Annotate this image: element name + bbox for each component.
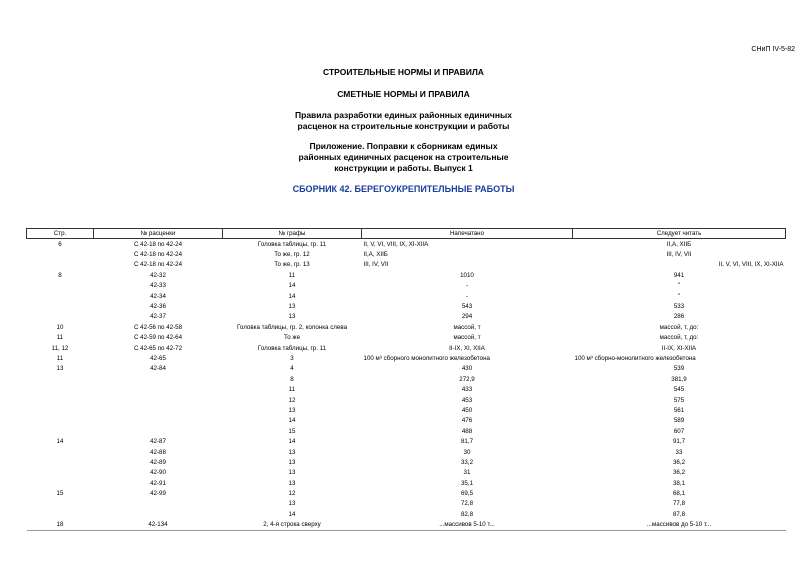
title-line-3b: расценок на строительные конструкции и работы	[297, 121, 510, 131]
cell-rate-number: С 42-18 по 42-24	[133, 251, 183, 259]
table-header-row	[27, 229, 786, 239]
table-row	[27, 436, 786, 446]
cell-should-read: 100 м³ сборно-монолитного железобетона	[574, 354, 696, 362]
cell-printed: 433	[461, 386, 473, 394]
cell-page	[27, 499, 94, 509]
cell-should-read: 33	[675, 448, 683, 456]
cell-column-number: То же, гр. 12	[274, 251, 310, 259]
cell-should-read: ...массивов до 5-10 т...	[573, 520, 786, 531]
table-row	[27, 353, 786, 363]
cell-page	[27, 426, 94, 436]
cell-should-read: 607	[673, 427, 685, 435]
cell-rate-number: 42-84	[150, 365, 166, 373]
cell-printed: 453	[461, 396, 473, 404]
cell-page	[27, 374, 94, 384]
cell-column-number: 15	[288, 427, 296, 435]
cell-page	[27, 416, 94, 426]
cell-column-number: 12	[288, 490, 296, 498]
cell-rate-number: 42-90	[150, 469, 166, 477]
document-code: СНиП IV-5-82	[751, 46, 795, 53]
cell-should-read: 545	[673, 386, 685, 394]
cell-column-number: 14	[288, 282, 296, 290]
cell-rate-number: С 42-59 по 42-64	[133, 334, 183, 342]
cell-printed: 430	[461, 365, 473, 373]
cell-should-read: 77,8	[672, 500, 686, 508]
cell-column-number: 13	[288, 479, 296, 487]
header-column-number: № графы	[223, 229, 362, 239]
cell-column-number: 2, 4-я строка сверху	[223, 520, 362, 531]
cell-column-number: Головка таблицы, гр. 11	[257, 240, 327, 248]
header-page: Стр.	[27, 229, 94, 239]
cell-should-read: 589	[673, 417, 685, 425]
cell-page	[27, 301, 94, 311]
cell-rate-number: С 42-18 по 42-24	[133, 261, 183, 269]
table-row	[27, 270, 786, 280]
cell-rate-number: 42-134	[94, 520, 223, 531]
cell-should-read: массой, т, до:	[659, 334, 699, 342]
cell-rate-number	[94, 499, 223, 509]
cell-printed: 100 м³ сборного монолитного железобетона	[363, 354, 490, 362]
cell-rate-number	[94, 426, 223, 436]
cell-page: 8	[58, 271, 62, 279]
table-row	[27, 405, 786, 415]
cell-should-read: 539	[673, 365, 685, 373]
header-should-read: Следует читать	[573, 229, 786, 239]
table-row	[27, 468, 786, 478]
cell-page	[27, 395, 94, 405]
cell-column-number: 11	[288, 271, 296, 279]
cell-printed: массой, т	[453, 323, 481, 331]
cell-rate-number: 42-99	[150, 490, 166, 498]
cell-printed: II,А, XIIБ	[363, 251, 388, 259]
table-row	[27, 312, 786, 322]
cell-page: 14	[56, 438, 64, 446]
cell-printed: 69,5	[460, 490, 474, 498]
cell-column-number: 13	[288, 469, 296, 477]
title-line-4c: конструкции и работы. Выпуск 1	[334, 163, 473, 173]
cell-printed: массой, т	[453, 334, 481, 342]
cell-printed: II-IХ, XI, XIIА	[449, 344, 485, 352]
cell-should-read: 36,2	[672, 469, 686, 477]
cell-printed: 81,7	[460, 438, 474, 446]
cell-rate-number	[94, 509, 223, 519]
cell-column-number: 14	[288, 292, 296, 300]
cell-page	[27, 312, 94, 322]
cell-printed: 35,1	[460, 479, 474, 487]
table-row	[27, 322, 786, 332]
corrections-table	[26, 228, 786, 531]
cell-rate-number: 42-34	[150, 292, 166, 300]
table-row	[27, 301, 786, 311]
cell-page: 6	[58, 240, 62, 248]
table-row	[27, 509, 786, 519]
cell-should-read: "	[677, 282, 681, 290]
cell-should-read: 68,1	[672, 490, 686, 498]
table-row	[27, 416, 786, 426]
cell-should-read: 87,8	[672, 510, 686, 518]
cell-column-number: 3	[290, 354, 294, 362]
cell-page: 13	[56, 365, 64, 373]
table-row	[27, 281, 786, 291]
cell-page	[27, 447, 94, 457]
cell-column-number: Головка таблицы, гр. 11	[257, 344, 327, 352]
cell-should-read: 533	[673, 303, 685, 311]
cell-printed: 543	[461, 303, 473, 311]
cell-column-number: 13	[288, 406, 296, 414]
cell-column-number: 14	[288, 438, 296, 446]
cell-column-number: 4	[290, 365, 294, 373]
title-block	[0, 67, 807, 194]
cell-printed: 82,8	[460, 510, 474, 518]
cell-page	[27, 260, 94, 270]
cell-printed: 30	[463, 448, 471, 456]
cell-should-read: 561	[673, 406, 685, 414]
header-rate-number: № расценки	[94, 229, 223, 239]
cell-page	[27, 405, 94, 415]
cell-printed: 450	[461, 406, 473, 414]
cell-should-read: III, IV, VII	[666, 251, 692, 259]
corrections-table-wrapper	[26, 228, 785, 531]
cell-rate-number: С 42-65 по 42-72	[133, 344, 183, 352]
table-row	[27, 364, 786, 374]
cell-column-number: 12	[288, 396, 296, 404]
cell-should-read: II,А, XIIБ	[666, 240, 692, 248]
cell-column-number: Головка таблицы, гр. 2, колонка слева	[236, 323, 348, 331]
cell-printed: 31	[463, 469, 471, 477]
cell-column-number: 13	[288, 448, 296, 456]
table-row	[27, 447, 786, 457]
cell-rate-number: 42-88	[150, 448, 166, 456]
cell-rate-number: 42-33	[150, 282, 166, 290]
cell-page: 11	[56, 354, 64, 362]
title-line-1: СТРОИТЕЛЬНЫЕ НОРМЫ И ПРАВИЛА	[323, 67, 484, 77]
cell-rate-number: 42-65	[150, 354, 166, 362]
cell-should-read: 941	[673, 271, 685, 279]
table-row	[27, 488, 786, 498]
table-row	[27, 260, 786, 270]
table-row	[27, 426, 786, 436]
cell-should-read: 91,7	[672, 438, 686, 446]
cell-rate-number	[94, 416, 223, 426]
cell-should-read: массой, т, до:	[659, 323, 699, 331]
header-printed: Напечатано	[362, 229, 573, 239]
cell-page: 10	[56, 323, 64, 331]
cell-page	[27, 478, 94, 488]
cell-should-read: "	[677, 292, 681, 300]
cell-rate-number	[94, 405, 223, 415]
table-body	[27, 239, 786, 531]
cell-should-read: II-IХ, XI-XIIА	[661, 344, 697, 352]
cell-rate-number: 42-89	[150, 458, 166, 466]
cell-page	[27, 281, 94, 291]
cell-rate-number	[94, 395, 223, 405]
cell-page	[27, 468, 94, 478]
title-line-3	[0, 110, 807, 132]
cell-rate-number: 42-32	[150, 271, 166, 279]
title-line-2: СМЕТНЫЕ НОРМЫ И ПРАВИЛА	[337, 89, 470, 99]
cell-page	[27, 384, 94, 394]
cell-page: 15	[56, 490, 64, 498]
table-row	[27, 374, 786, 384]
cell-page	[27, 291, 94, 301]
cell-printed: 272,9	[459, 375, 475, 383]
table-row	[27, 384, 786, 394]
cell-printed: -	[465, 282, 469, 290]
cell-should-read: 286	[673, 313, 685, 321]
cell-printed: 294	[461, 313, 473, 321]
cell-page	[27, 249, 94, 259]
cell-column-number: 13	[288, 500, 296, 508]
cell-column-number: То же, гр. 13	[274, 261, 310, 269]
cell-should-read: II, V, VI, VIII, IX, XI-XIIА	[718, 261, 784, 269]
cell-column-number: 8	[290, 375, 294, 383]
cell-printed: 488	[461, 427, 473, 435]
cell-printed: ...массивов 5-10 т...	[362, 520, 573, 531]
table-row	[27, 343, 786, 353]
table-row	[27, 478, 786, 488]
cell-rate-number: С 42-56 по 42-58	[133, 323, 183, 331]
table-row	[27, 457, 786, 467]
cell-column-number: 11	[288, 386, 296, 394]
cell-printed: III, IV, VII	[363, 261, 389, 269]
cell-rate-number: 42-91	[150, 479, 166, 487]
cell-printed: -	[465, 292, 469, 300]
cell-printed: 33,2	[460, 458, 474, 466]
cell-should-read: 381,9	[671, 375, 687, 383]
title-line-4a: Приложение. Поправки к сборникам единых	[309, 141, 498, 151]
title-line-4b: районных единичных расценок на строительные	[298, 152, 509, 162]
cell-page: 18	[27, 520, 94, 531]
cell-page	[27, 457, 94, 467]
table-row	[27, 395, 786, 405]
table-row	[27, 291, 786, 301]
cell-column-number: То же	[283, 334, 301, 342]
section-title: СБОРНИК 42. БЕРЕГОУКРЕПИТЕЛЬНЫЕ РАБОТЫ	[292, 184, 515, 194]
title-line-4	[0, 141, 807, 174]
cell-column-number: 14	[288, 510, 296, 518]
cell-column-number: 13	[288, 458, 296, 466]
cell-page	[27, 509, 94, 519]
table-row	[27, 249, 786, 259]
cell-page: 11, 12	[51, 344, 69, 352]
cell-rate-number	[94, 374, 223, 384]
cell-rate-number: 42-37	[150, 313, 166, 321]
cell-rate-number	[94, 384, 223, 394]
cell-should-read: 36,2	[672, 458, 686, 466]
table-row	[27, 520, 786, 531]
cell-column-number: 13	[288, 313, 296, 321]
cell-rate-number: 42-36	[150, 303, 166, 311]
cell-rate-number: С 42-18 по 42-24	[133, 240, 183, 248]
title-line-3a: Правила разработки единых районных единичных	[295, 110, 512, 120]
cell-printed: 72,8	[460, 500, 474, 508]
cell-column-number: 13	[288, 303, 296, 311]
cell-printed: 1010	[460, 271, 474, 279]
cell-should-read: 38,1	[672, 479, 686, 487]
table-row	[27, 333, 786, 343]
cell-rate-number: 42-87	[150, 438, 166, 446]
cell-page: 11	[56, 334, 64, 342]
cell-printed: II, V, VI, VIII, IX, XI-XIIА	[363, 240, 429, 248]
table-row	[27, 239, 786, 250]
cell-printed: 476	[461, 417, 473, 425]
cell-column-number: 14	[288, 417, 296, 425]
table-row	[27, 499, 786, 509]
cell-should-read: 575	[673, 396, 685, 404]
